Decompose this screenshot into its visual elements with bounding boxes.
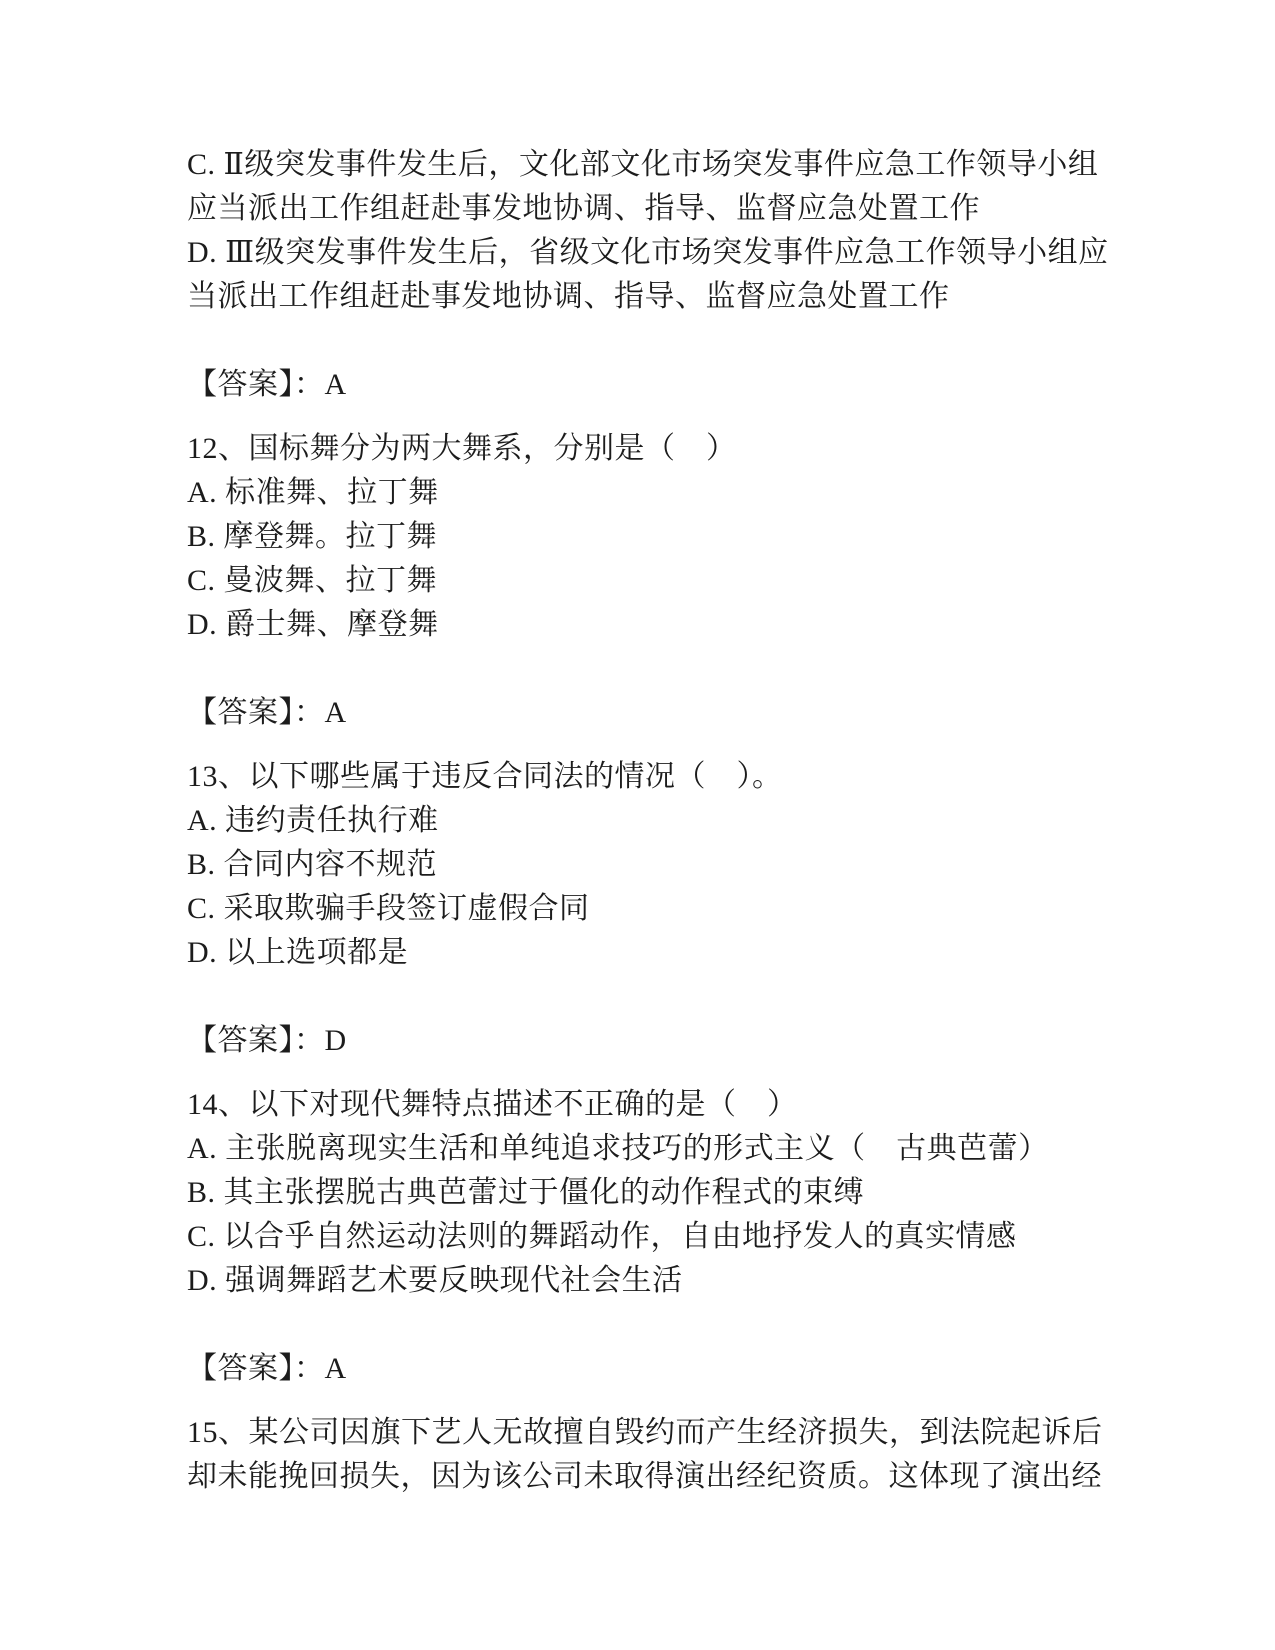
answer-line-q12: [187, 691, 1117, 735]
question-15-line-1: 15、某公司因旗下艺人无故擅自毁约而产生经济损失，到法院起诉后: [187, 1416, 1103, 1449]
answer-value: A: [324, 1352, 347, 1385]
question-14-option-a: A. 主张脱离现实生活和单纯追求技巧的形式主义（ 古典芭蕾）: [187, 1132, 1049, 1165]
question-12-title: 12、国标舞分为两大舞系，分别是（ ）: [187, 432, 737, 465]
option-line-c: C. Ⅱ级突发事件发生后，文化部文化市场突发事件应急工作领导小组: [187, 148, 1099, 181]
answer-label: 【答案】：: [187, 696, 325, 729]
question-13-option-d: D. 以上选项都是: [187, 936, 409, 969]
question-12-option-a: A. 标准舞、拉丁舞: [187, 476, 439, 509]
answer-label: 【答案】：: [187, 1352, 325, 1385]
question-15-line-2: 却未能挽回损失，因为该公司未取得演出经纪资质。这体现了演出经: [187, 1460, 1102, 1493]
question-13-option-b: B. 合同内容不规范: [187, 848, 438, 881]
question-13-option-c: C. 采取欺骗手段签订虚假合同: [187, 892, 590, 925]
answer-line-q14: [187, 1347, 1117, 1391]
question-13-block: [187, 755, 1117, 975]
question-12-option-d: D. 爵士舞、摩登舞: [187, 608, 439, 641]
question-13-title: 13、以下哪些属于违反合同法的情况（ ）。: [187, 760, 783, 793]
option-line-d-wrap: 当派出工作组赶赴事发地协调、指导、监督应急处置工作: [187, 280, 950, 313]
answer-value: A: [324, 696, 347, 729]
answer-value: A: [324, 368, 347, 401]
question-14-option-d: D. 强调舞蹈艺术要反映现代社会生活: [187, 1264, 683, 1297]
question-12-option-c: C. 曼波舞、拉丁舞: [187, 564, 438, 597]
answer-label: 【答案】：: [187, 368, 325, 401]
question-15-block: [187, 1411, 1117, 1499]
answer-line-q13: [187, 1019, 1117, 1063]
document-content: [187, 143, 1117, 1499]
question-14-title: 14、以下对现代舞特点描述不正确的是（ ）: [187, 1088, 798, 1121]
answer-label: 【答案】：: [187, 1024, 325, 1057]
question-13-option-a: A. 违约责任执行难: [187, 804, 439, 837]
question-14-option-b: B. 其主张摆脱古典芭蕾过于僵化的动作程式的束缚: [187, 1176, 865, 1209]
question-11-options-block: [187, 143, 1117, 319]
question-14-block: [187, 1083, 1117, 1303]
answer-line-q11: [187, 363, 1117, 407]
answer-value: D: [324, 1024, 347, 1057]
question-12-option-b: B. 摩登舞。拉丁舞: [187, 520, 438, 553]
option-line-c-wrap: 应当派出工作组赶赴事发地协调、指导、监督应急处置工作: [187, 192, 980, 225]
question-14-option-c: C. 以合乎自然运动法则的舞蹈动作，自由地抒发人的真实情感: [187, 1220, 1017, 1253]
option-line-d: D. Ⅲ级突发事件发生后，省级文化市场突发事件应急工作领导小组应: [187, 236, 1109, 269]
question-12-block: [187, 427, 1117, 647]
